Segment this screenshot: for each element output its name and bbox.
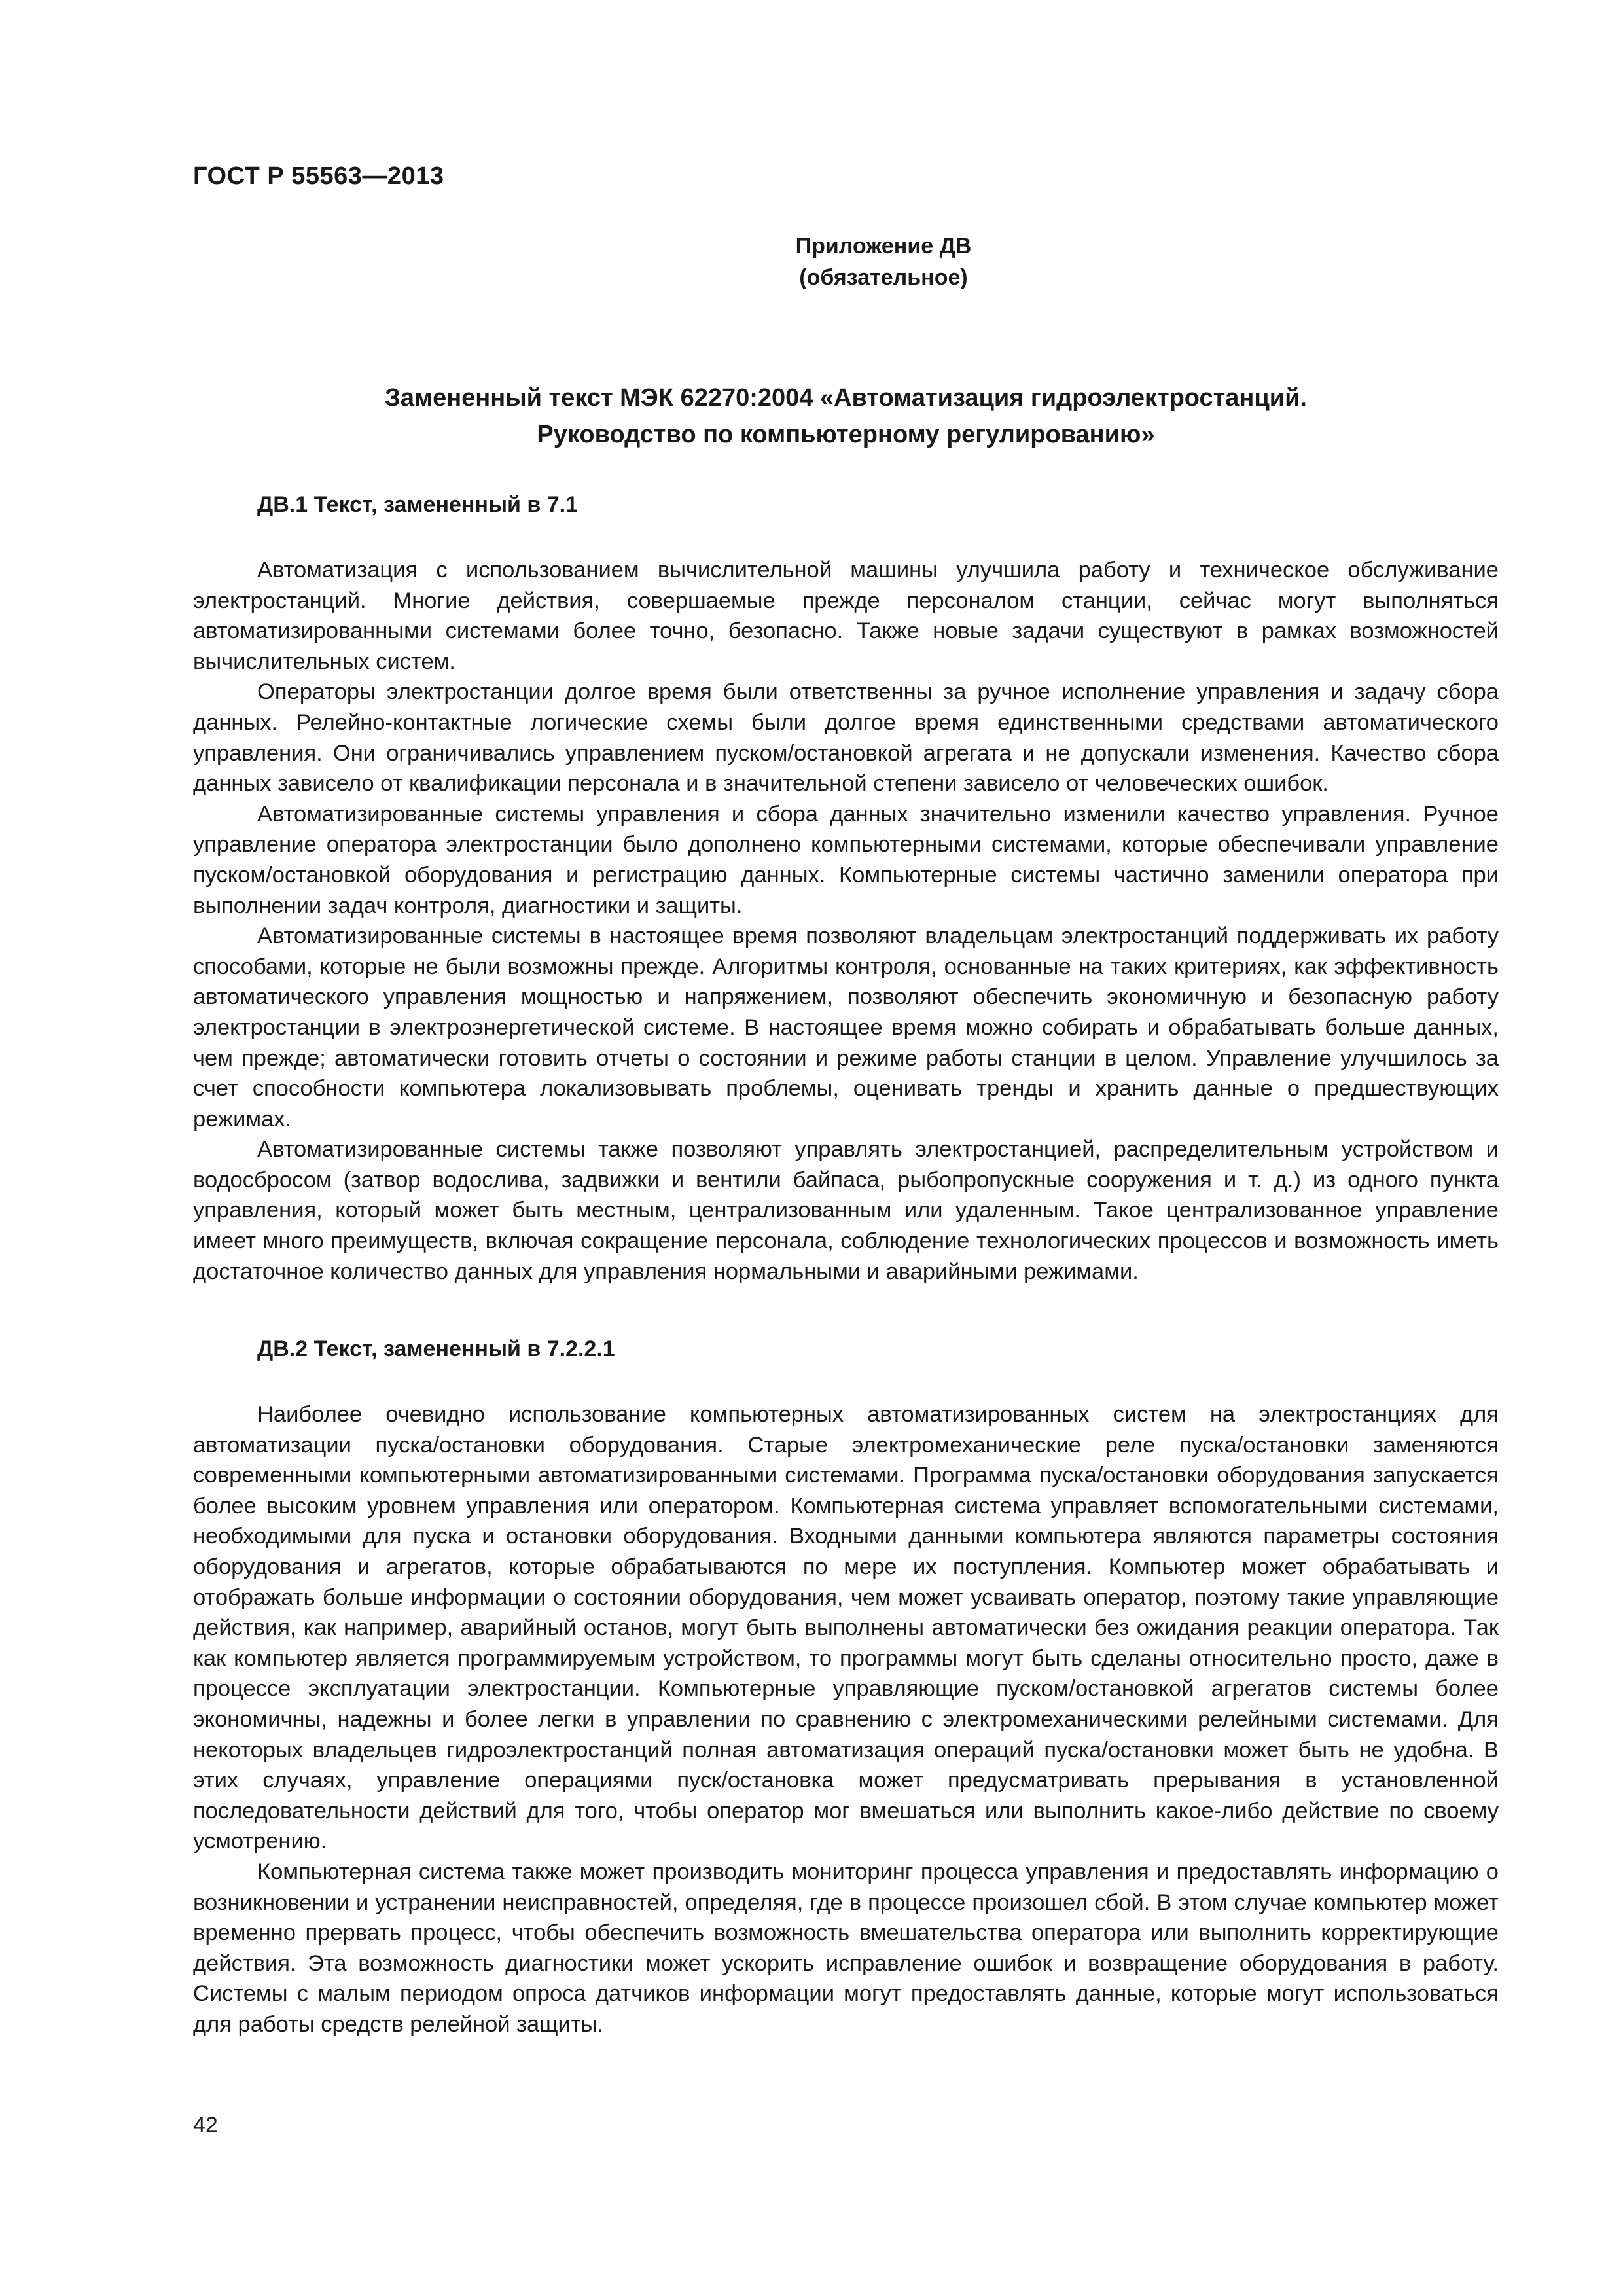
document-title-line-2: Руководство по компьютерному регулированию» <box>537 421 1155 448</box>
paragraph: Автоматизированные системы также позволяют управлять электростанцией, распределительным устройством и водосбросом (затвор водослива, задвижки и вентили байпаса, рыбопропускные сооружения и т. д.) из одного пункта управления, который может быть местным, централизованным или удаленным. Такое централизованное управление имеет много преимуществ, включая сокращение персонала, соблюдение технологических процессов и возможность иметь достаточное количество данных для управления нормальными и аварийными режимами. <box>193 1137 1499 1284</box>
standard-code-header: ГОСТ Р 55563—2013 <box>193 162 444 190</box>
section-body-dv2 <box>193 1399 1499 2039</box>
appendix-status: (обязательное) <box>799 265 968 290</box>
paragraph: Автоматизированные системы в настоящее время позволяют владельцам электростанций поддерживать их работу способами, которые не были возможны прежде. Алгоритмы контроля, основанные на таких критериях, как эффективность автоматического управления мощностью и напряжением, позволяют обеспечить экономичную и безопасную работу электростанции в электроэнергетической системе. В настоящее время можно собирать и обрабатывать больше данных, чем прежде; автоматически готовить отчеты о состоянии и режиме работы станции в целом. Управление улучшилось за счет способности компьютера локализовывать проблемы, оценивать тренды и хранить данные о предшествующих режимах. <box>193 924 1499 1132</box>
paragraph: Автоматизация с использованием вычислительной машины улучшила работу и техническое обслуживание электростанций. Многие действия, совершаемые прежде персоналом станции, сейчас могут выполняться автоматизированными системами более точно, безопасно. Также новые задачи существуют в рамках возможностей вычислительных систем. <box>193 558 1499 674</box>
paragraph: Компьютерная система также может производить мониторинг процесса управления и предоставлять информацию о возникновении и устранении неисправностей, определяя, где в процессе произошел сбой. В этом случае компьютер может временно прервать процесс, чтобы обеспечить возможность вмешательства оператора или выполнить корректирующие действия. Эта возможность диагностики может ускорить исправление ошибок и возвращение оборудования в работу. Системы с малым периодом опроса датчиков информации могут предоставлять данные, которые могут использоваться для работы средств релейной защиты. <box>193 1859 1499 2037</box>
document-title-line-1: Замененный текст МЭК 62270:2004 «Автоматизация гидроэлектростанций. <box>385 384 1307 412</box>
paragraph: Наиболее очевидно использование компьютерных автоматизированных систем на электростанциях для автоматизации пуска/остановки оборудования. Старые электромеханические реле пуска/остановки заменяются современными компьютерными автоматизированными системами. Программа пуска/остановки оборудования запускается более высоким уровнем управления или оператором. Компьютерная система управляет вспомогательными системами, необходимыми для пуска и остановки оборудования. Входными данными компьютера являются параметры состояния оборудования и агрегатов, которые обрабатываются по мере их поступления. Компьютер может обрабатывать и отображать больше информации о состоянии оборудования, чем может усваивать оператор, поэтому такие управляющие действия, как например, аварийный останов, могут быть выполнены автоматически без ожидания реакции оператора. Так как компьютер является программируемым устройством, то программы могут быть сделаны относительно просто, даже в процессе эксплуатации электростанции. Компьютерные управляющие пуском/остановкой агрегатов системы более экономичны, надежны и более легки в управлении по сравнению с электромеханическими релейными системами. Для некоторых владельцев гидроэлектростанций полная автоматизация операций пуска/остановки может быть не удобна. В этих случаях, управление операциями пуск/остановка может предусматривать прерывания в установленной последовательности действий для того, чтобы оператор мог вмешаться или выполнить какое-либо действие по своему усмотрению. <box>193 1402 1499 1854</box>
section-heading-dv1: ДВ.1 Текст, замененный в 7.1 <box>257 492 578 517</box>
page-number: 42 <box>193 2113 218 2138</box>
section-body-dv1 <box>193 555 1499 1287</box>
paragraph: Автоматизированные системы управления и сбора данных значительно изменили качество управления. Ручное управление оператора электростанции было дополнено компьютерными системами, которые обеспечивали управление пуском/остановкой оборудования и регистрацию данных. Компьютерные системы частично заменили оператора при выполнении задач контроля, диагностики и защиты. <box>193 801 1499 918</box>
section-heading-dv2: ДВ.2 Текст, замененный в 7.2.2.1 <box>257 1336 615 1361</box>
document-title <box>193 380 1499 453</box>
appendix-title: Приложение ДВ <box>795 234 972 259</box>
paragraph: Операторы электростанции долгое время были ответственны за ручное исполнение управления и задачу сбора данных. Релейно-контактные логические схемы были долгое время единственными средствами автоматического управления. Они ограничивались управлением пуском/остановкой агрегата и не допускали изменения. Качество сбора данных зависело от квалификации персонала и в значительной степени зависело от человеческих ошибок. <box>193 679 1499 797</box>
appendix-label <box>720 230 1047 293</box>
